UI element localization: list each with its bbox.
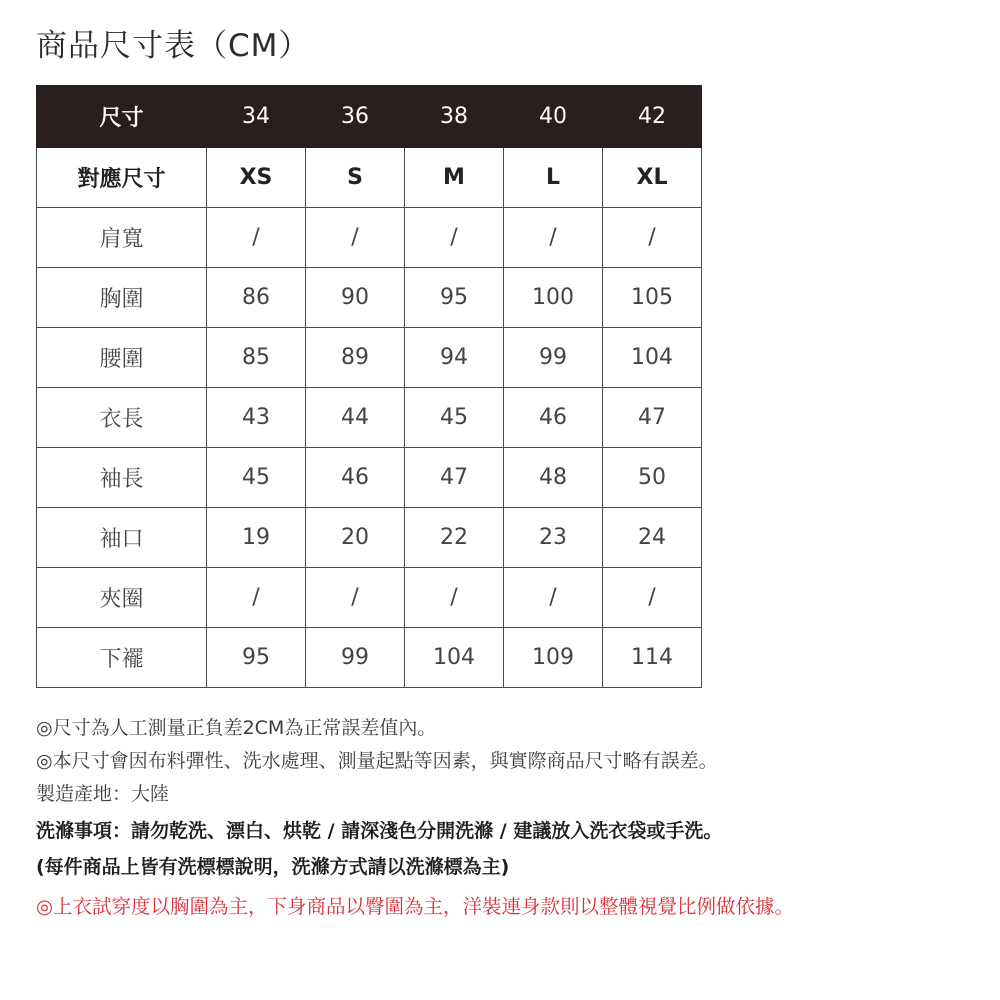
table-cell: 50 — [603, 448, 702, 508]
table-cell: 94 — [405, 328, 504, 388]
table-cell: 23 — [504, 508, 603, 568]
table-cell: 下襬 — [37, 628, 207, 688]
table-cell: 48 — [504, 448, 603, 508]
table-cell: XL — [603, 148, 702, 208]
table-row — [37, 568, 702, 628]
table-cell: 43 — [207, 388, 306, 448]
table-row — [37, 388, 702, 448]
table-cell: 99 — [306, 628, 405, 688]
table-row — [37, 448, 702, 508]
table-cell: 46 — [504, 388, 603, 448]
washing-instructions: 洗滌事項：請勿乾洗、漂白、烘乾 / 請深淺色分開洗滌 / 建議放入洗衣袋或手洗。 — [36, 820, 723, 842]
table-cell: XS — [207, 148, 306, 208]
table-cell: 99 — [504, 328, 603, 388]
table-cell: 24 — [603, 508, 702, 568]
table-cell: 95 — [207, 628, 306, 688]
header-row — [37, 86, 702, 148]
table-cell: / — [405, 568, 504, 628]
table-cell: 20 — [306, 508, 405, 568]
table-cell: / — [603, 208, 702, 268]
table-cell: 對應尺寸 — [37, 148, 207, 208]
page-title: 商品尺寸表（CM） — [36, 28, 311, 64]
table-cell: 19 — [207, 508, 306, 568]
table-cell: 44 — [306, 388, 405, 448]
measurement-tolerance-note: ◎尺寸為人工測量正負差2CM為正常誤差值內。 — [36, 717, 437, 739]
table-cell: 47 — [405, 448, 504, 508]
table-cell: 105 — [603, 268, 702, 328]
size-label-row — [37, 148, 702, 208]
table-cell: / — [405, 208, 504, 268]
table-cell: 袖長 — [37, 448, 207, 508]
table-cell: 85 — [207, 328, 306, 388]
table-cell: M — [405, 148, 504, 208]
washing-label-note: (每件商品上皆有洗標標說明，洗滌方式請以洗滌標為主) — [36, 856, 510, 878]
table-row — [37, 628, 702, 688]
header-cell: 尺寸 — [37, 86, 207, 148]
header-cell: 40 — [504, 86, 603, 148]
header-cell: 38 — [405, 86, 504, 148]
table-row — [37, 268, 702, 328]
size-chart-table — [36, 85, 702, 688]
table-cell: 104 — [405, 628, 504, 688]
fitting-note: ◎上衣試穿度以胸圍為主，下身商品以臀圍為主，洋裝連身款則以整體視覺比例做依據。 — [36, 895, 795, 918]
table-cell: / — [306, 208, 405, 268]
table-cell: 86 — [207, 268, 306, 328]
table-cell: / — [504, 568, 603, 628]
table-row — [37, 508, 702, 568]
header-cell: 42 — [603, 86, 702, 148]
table-cell: / — [603, 568, 702, 628]
table-row — [37, 208, 702, 268]
table-cell: 104 — [603, 328, 702, 388]
size-variance-note: ◎本尺寸會因布料彈性、洗水處理、測量起點等因素，與實際商品尺寸略有誤差。 — [36, 750, 718, 772]
notes-section — [36, 712, 986, 923]
table-cell: 95 — [405, 268, 504, 328]
table-cell: 46 — [306, 448, 405, 508]
table-cell: 109 — [504, 628, 603, 688]
table-cell: 腰圍 — [37, 328, 207, 388]
table-cell: 90 — [306, 268, 405, 328]
table-cell: 89 — [306, 328, 405, 388]
table-cell: 45 — [405, 388, 504, 448]
table-cell: 22 — [405, 508, 504, 568]
origin-note: 製造產地：大陸 — [36, 783, 170, 805]
table-cell: 100 — [504, 268, 603, 328]
table-cell: S — [306, 148, 405, 208]
table-cell: / — [306, 568, 405, 628]
table-cell: / — [504, 208, 603, 268]
table-cell: 114 — [603, 628, 702, 688]
header-cell: 36 — [306, 86, 405, 148]
table-cell: L — [504, 148, 603, 208]
table-cell: 胸圍 — [37, 268, 207, 328]
table-cell: / — [207, 568, 306, 628]
table-cell: / — [207, 208, 306, 268]
table-cell: 47 — [603, 388, 702, 448]
table-row — [37, 328, 702, 388]
table-cell: 肩寬 — [37, 208, 207, 268]
header-cell: 34 — [207, 86, 306, 148]
table-cell: 衣長 — [37, 388, 207, 448]
table-cell: 袖口 — [37, 508, 207, 568]
table-cell: 夾圈 — [37, 568, 207, 628]
table-cell: 45 — [207, 448, 306, 508]
